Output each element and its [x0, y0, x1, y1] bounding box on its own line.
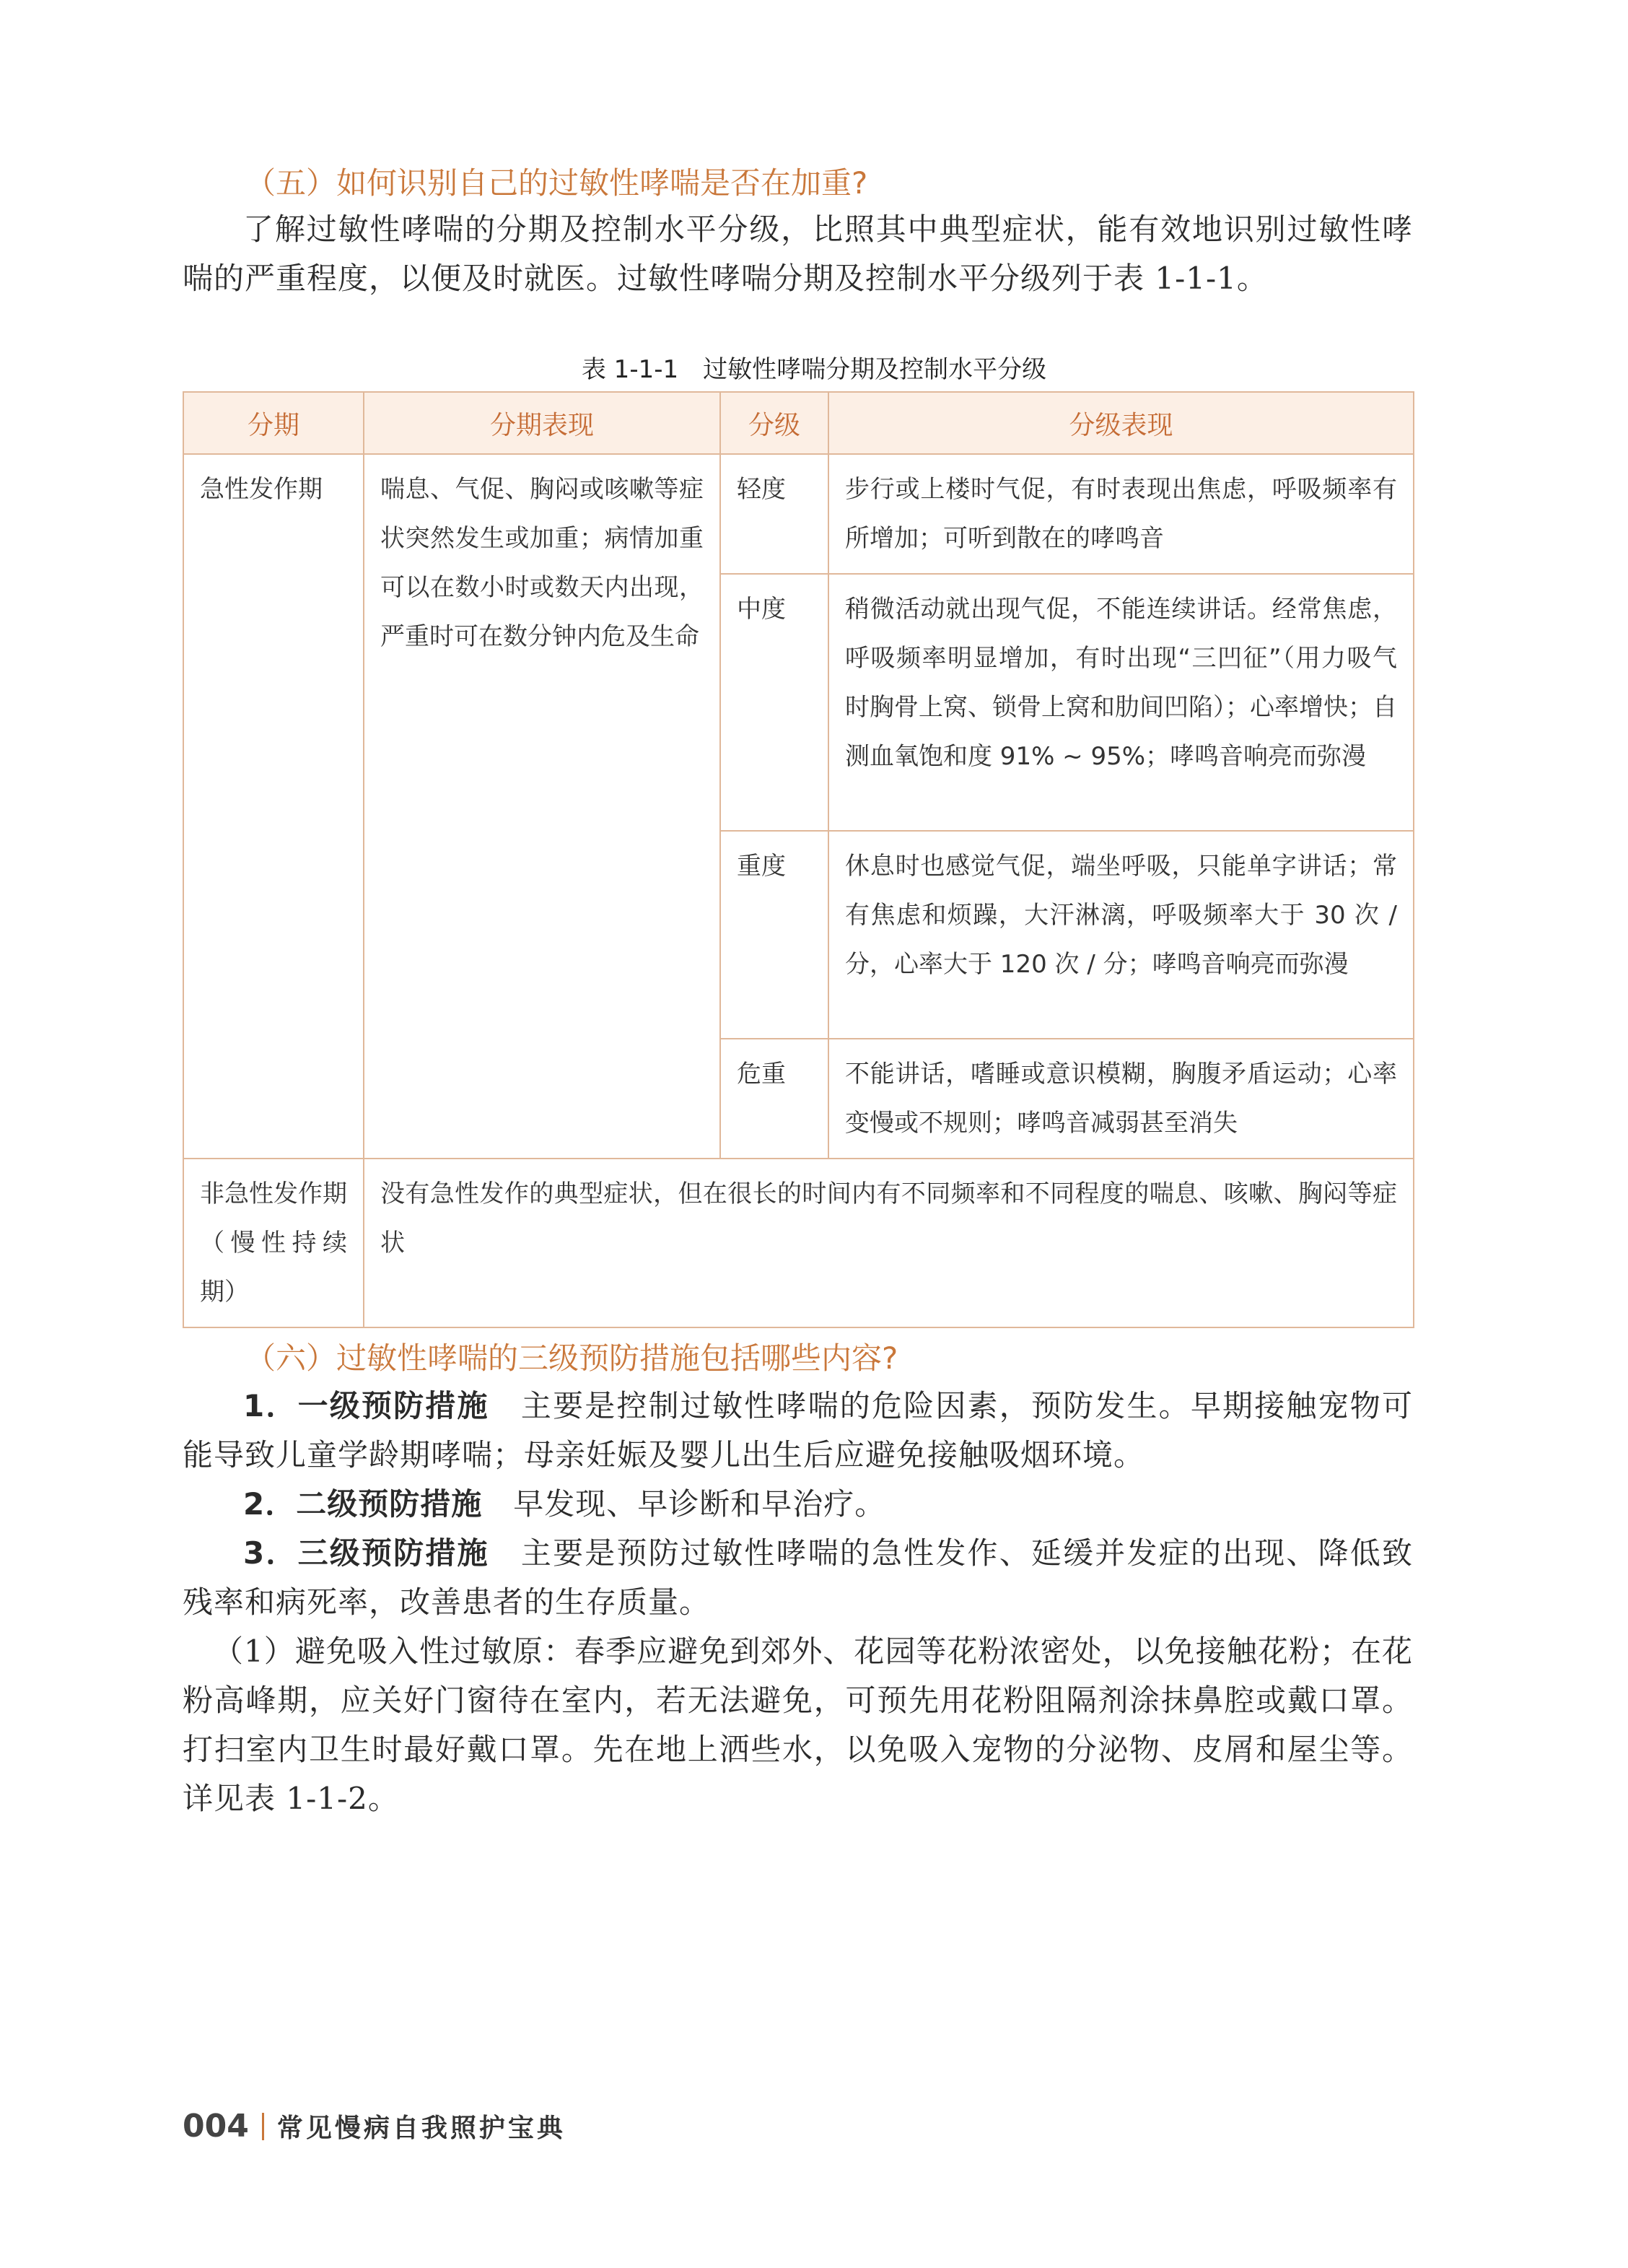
- grade-level-cell: 危重: [720, 1039, 828, 1159]
- table-row: [183, 454, 1414, 574]
- grade-level-cell: 中度: [720, 574, 828, 831]
- book-title: 常见慢病自我照护宝典: [276, 2114, 566, 2143]
- header-grade: 分级: [720, 392, 828, 454]
- header-stage-desc: 分期表现: [364, 392, 720, 454]
- table-header-row: [183, 392, 1414, 454]
- table-caption: 表 1-1-1 过敏性哮喘分期及控制水平分级: [581, 355, 1047, 384]
- prevention-item-1: [183, 1382, 1413, 1480]
- grade-desc-cell: 不能讲话，嗜睡或意识模糊，胸腹矛盾运动；心率变慢或不规则；哮鸣音减弱甚至消失: [828, 1039, 1414, 1159]
- grade-desc-cell: 步行或上楼时气促，有时表现出焦虑，呼吸频率有所增加；可听到散在的哮鸣音: [828, 454, 1414, 574]
- sub-paragraph-1: （1）避免吸入性过敏原：春季应避免到郊外、花园等花粉浓密处，以免接触花粉；在花粉高峰期，应关好门窗待在室内，若无法避免，可预先用花粉阻隔剂涂抹鼻腔或戴口罩。打扫室内卫生时最好戴口罩。先在地上洒些水，以免吸入宠物的分泌物、皮屑和屋尘等。详见表 1-1-2。: [183, 1634, 1413, 1816]
- section5-heading: （五）如何识别自己的过敏性哮喘是否在加重?: [245, 165, 868, 201]
- grade-level-cell: 轻度: [720, 454, 828, 574]
- prevention-label-3: 3．三级预防措施: [243, 1535, 489, 1571]
- prevention-text-1: 主要是控制过敏性哮喘的危险因素，预防发生。早期接触宠物可能导致儿童学龄期哮喘；母亲妊娠及婴儿出生后应避免接触吸烟环境。: [183, 1388, 1413, 1473]
- prevention-item-3: [183, 1529, 1413, 1627]
- table-row: [183, 1159, 1414, 1327]
- grading-table: [183, 391, 1414, 1328]
- prevention-text-2: 早发现、早诊断和早治疗。: [482, 1486, 886, 1522]
- header-stage: 分期: [183, 392, 364, 454]
- chronic-stage-cell: 非急性发作期（慢性持续期）: [183, 1159, 364, 1327]
- prevention-item-2: [183, 1480, 1413, 1529]
- chronic-desc-cell: 没有急性发作的典型症状，但在很长的时间内有不同频率和不同程度的喘息、咳嗽、胸闷等症状: [364, 1159, 1414, 1327]
- header-grade-desc: 分级表现: [828, 392, 1414, 454]
- prevention-label-1: 1．一级预防措施: [243, 1388, 489, 1423]
- grade-level-cell: 重度: [720, 831, 828, 1039]
- page-footer: [183, 2108, 566, 2145]
- acute-desc-cell: 喘息、气促、胸闷或咳嗽等症状突然发生或加重；病情加重可以在数小时或数天内出现，严重时可在数分钟内危及生命: [364, 454, 720, 1159]
- grade-desc-cell: 休息时也感觉气促，端坐呼吸，只能单字讲话；常有焦虑和烦躁，大汗淋漓，呼吸频率大于 30 次 / 分，心率大于 120 次 / 分；哮鸣音响亮而弥漫: [828, 831, 1414, 1039]
- acute-stage-cell: 急性发作期: [183, 454, 364, 1159]
- footer-divider: [262, 2113, 264, 2140]
- section5-paragraph: 了解过敏性哮喘的分期及控制水平分级，比照其中典型症状，能有效地识别过敏性哮喘的严重程度，以便及时就医。过敏性哮喘分期及控制水平分级列于表 1-1-1。: [183, 211, 1413, 296]
- prevention-label-2: 2．二级预防措施: [243, 1486, 483, 1522]
- section6-heading: （六）过敏性哮喘的三级预防措施包括哪些内容?: [245, 1340, 898, 1376]
- grade-desc-cell: 稍微活动就出现气促，不能连续讲话。经常焦虑，呼吸频率明显增加，有时出现“三凹征”（用力吸气时胸骨上窝、锁骨上窝和肋间凹陷）；心率增快；自测血氧饱和度 91% ~ 95%；哮鸣音响亮而弥漫: [828, 574, 1414, 831]
- prevention-text-3: 主要是预防过敏性哮喘的急性发作、延缓并发症的出现、降低致残率和病死率，改善患者的生存质量。: [183, 1535, 1413, 1620]
- page-number: 004: [183, 2108, 249, 2145]
